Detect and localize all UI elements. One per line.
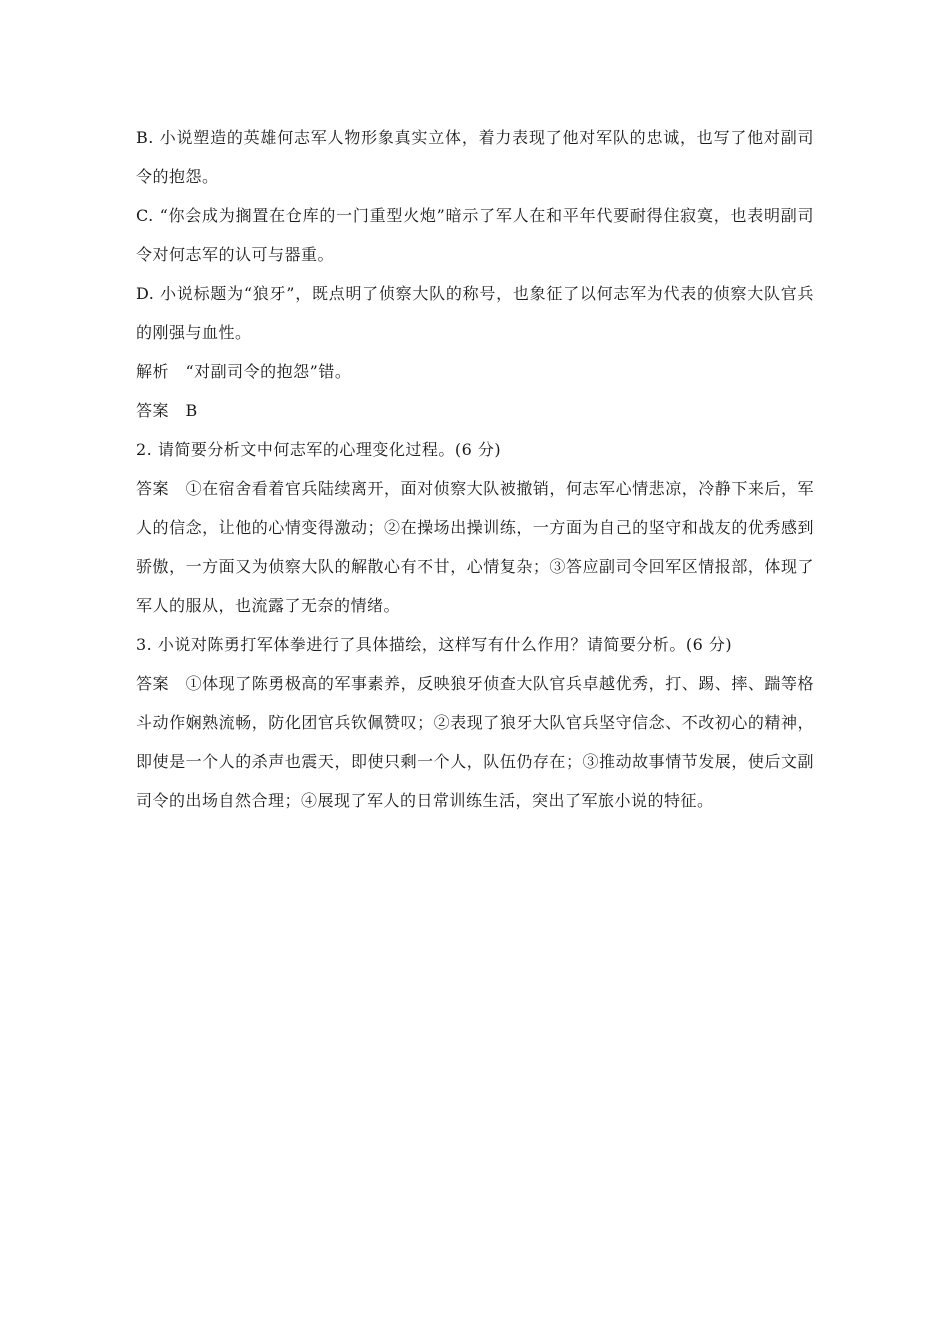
- q3-question: 3. 小说对陈勇打军体拳进行了具体描绘，这样写有什么作用？请简要分析。(6 分): [136, 635, 733, 654]
- document-page: [136, 118, 814, 820]
- q2-question: 2. 请简要分析文中何志军的心理变化过程。(6 分): [136, 440, 502, 459]
- q1-analysis: 解析 “对副司令的抱怨”错。: [136, 362, 352, 381]
- option-c: C. “你会成为搁置在仓库的一门重型火炮”暗示了军人在和平年代要耐得住寂寞，也表明副司令对何志军的认可与器重。: [136, 206, 814, 264]
- q1-answer: 答案 B: [136, 401, 198, 420]
- q3-answer: 答案 ①体现了陈勇极高的军事素养，反映狼牙侦查大队官兵卓越优秀，打、踢、摔、踹等格斗动作娴熟流畅，防化团官兵钦佩赞叹；②表现了狼牙大队官兵坚守信念、不改初心的精神，即使是一个人的杀声也震天，即使只剩一个人，队伍仍存在；③推动故事情节发展，使后文副司令的出场自然合理；④展现了军人的日常训练生活，突出了军旅小说的特征。: [136, 674, 814, 810]
- q2-answer: 答案 ①在宿舍看着官兵陆续离开，面对侦察大队被撤销，何志军心情悲凉，冷静下来后，军人的信念，让他的心情变得激动；②在操场出操训练，一方面为自己的坚守和战友的优秀感到骄傲，一方面又为侦察大队的解散心有不甘，心情复杂；③答应副司令回军区情报部，体现了军人的服从，也流露了无奈的情绪。: [136, 479, 814, 615]
- option-b: B. 小说塑造的英雄何志军人物形象真实立体，着力表现了他对军队的忠诚，也写了他对副司令的抱怨。: [136, 128, 814, 186]
- option-d: D. 小说标题为“狼牙”，既点明了侦察大队的称号，也象征了以何志军为代表的侦察大队官兵的刚强与血性。: [136, 284, 814, 342]
